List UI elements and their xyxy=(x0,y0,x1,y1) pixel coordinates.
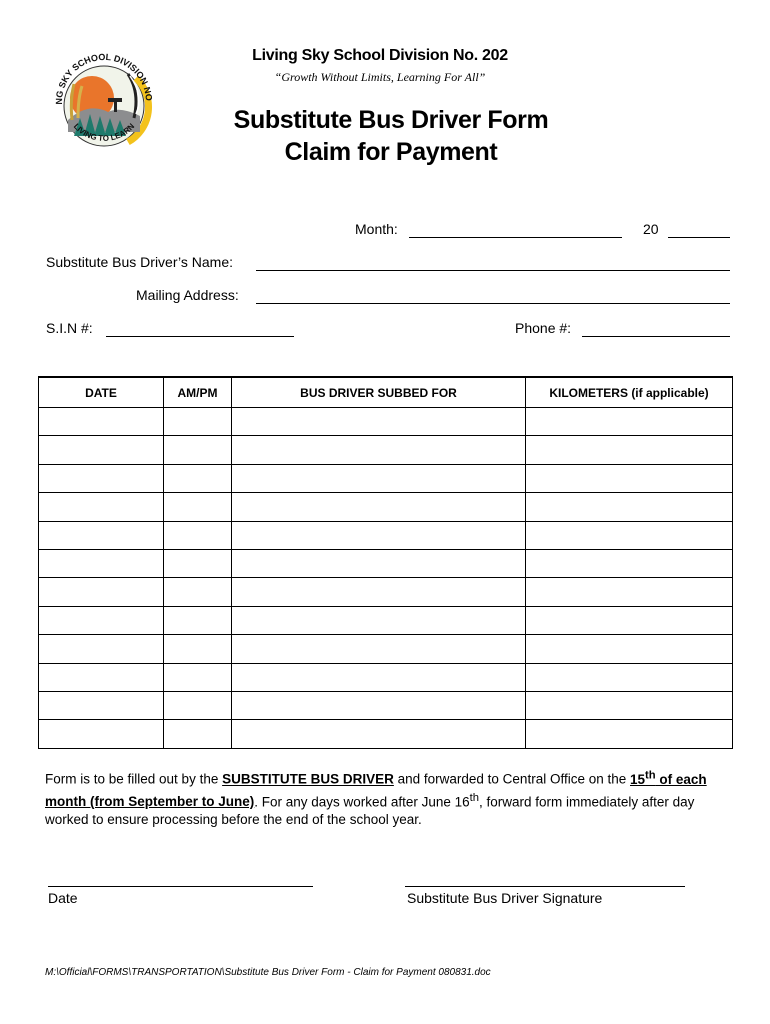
driver-subbed-cell[interactable] xyxy=(232,408,526,436)
driver-subbed-cell[interactable] xyxy=(232,578,526,606)
kilometers-cell[interactable] xyxy=(526,663,733,691)
driver-subbed-cell[interactable] xyxy=(232,635,526,663)
table-row xyxy=(39,578,733,606)
note-emphasis-schedule: of each month (from September to June) xyxy=(45,771,707,809)
year-field[interactable] xyxy=(668,237,730,238)
kilometers-cell[interactable] xyxy=(526,720,733,748)
date-cell[interactable] xyxy=(39,720,164,748)
table-row xyxy=(39,606,733,634)
tagline: “Growth Without Limits, Learning For All” xyxy=(274,70,486,84)
table-row xyxy=(39,635,733,663)
ampm-cell[interactable] xyxy=(164,578,232,606)
note-june-suffix: th xyxy=(469,791,480,804)
table-row xyxy=(39,720,733,748)
sin-field[interactable] xyxy=(106,336,294,337)
table-row xyxy=(39,464,733,492)
ampm-cell[interactable] xyxy=(164,606,232,634)
driver-subbed-cell[interactable] xyxy=(232,550,526,578)
form-subtitle: Claim for Payment xyxy=(284,138,498,166)
phone-field[interactable] xyxy=(582,336,730,337)
kilometers-cell[interactable] xyxy=(526,493,733,521)
note-day-number: 15 xyxy=(630,771,646,787)
ampm-cell[interactable] xyxy=(164,436,232,464)
trip-log-table xyxy=(38,376,733,749)
kilometers-cell[interactable] xyxy=(526,464,733,492)
month-label: Month: xyxy=(355,221,398,237)
date-cell[interactable] xyxy=(39,663,164,691)
logo-text-top: NG SKY SCHOOL DIVISION NO xyxy=(53,51,155,105)
table-header-row xyxy=(39,377,733,408)
ampm-cell[interactable] xyxy=(164,720,232,748)
ampm-cell[interactable] xyxy=(164,550,232,578)
kilometers-cell[interactable] xyxy=(526,606,733,634)
date-cell[interactable] xyxy=(39,635,164,663)
ampm-cell[interactable] xyxy=(164,521,232,549)
date-signature-label: Date xyxy=(48,890,78,906)
note-day-suffix: th xyxy=(645,769,656,781)
driver-name-field[interactable] xyxy=(256,270,730,271)
ampm-cell[interactable] xyxy=(164,663,232,691)
kilometers-cell[interactable] xyxy=(526,408,733,436)
kilometers-cell[interactable] xyxy=(526,578,733,606)
form-title: Substitute Bus Driver Form xyxy=(233,106,549,134)
note-text-4: , forward form immediately after day worked to ensure processing before the end of the school year. xyxy=(45,794,695,827)
table-row xyxy=(39,436,733,464)
date-cell[interactable] xyxy=(39,493,164,521)
ampm-cell[interactable] xyxy=(164,493,232,521)
driver-signature-line[interactable] xyxy=(405,886,685,887)
year-label: 20 xyxy=(643,221,659,237)
table-row xyxy=(39,692,733,720)
column-header-ampm: AM/PM xyxy=(164,377,232,408)
driver-subbed-cell[interactable] xyxy=(232,436,526,464)
logo-text-bottom: LIVING TO LEARN xyxy=(71,121,137,144)
note-text-1: Form is to be filled out by the xyxy=(45,771,223,787)
note-text-3: . For any days worked after June 16 xyxy=(254,794,470,809)
driver-name-label: Substitute Bus Driver’s Name: xyxy=(46,254,233,270)
date-cell[interactable] xyxy=(39,578,164,606)
mailing-address-label: Mailing Address: xyxy=(136,287,239,303)
phone-label: Phone #: xyxy=(515,320,572,336)
ampm-cell[interactable] xyxy=(164,635,232,663)
date-cell[interactable] xyxy=(39,408,164,436)
table-row xyxy=(39,493,733,521)
date-cell[interactable] xyxy=(39,606,164,634)
ampm-cell[interactable] xyxy=(164,464,232,492)
document-path-footer: M:\Official\FORMS\TRANSPORTATION\Substitute Bus Driver Form - Claim for Payment 080831.doc xyxy=(45,967,491,978)
kilometers-cell[interactable] xyxy=(526,635,733,663)
table-row xyxy=(39,408,733,436)
sin-label: S.I.N #: xyxy=(46,320,93,336)
kilometers-cell[interactable] xyxy=(526,436,733,464)
kilometers-cell[interactable] xyxy=(526,550,733,578)
date-cell[interactable] xyxy=(39,464,164,492)
driver-subbed-cell[interactable] xyxy=(232,606,526,634)
kilometers-cell[interactable] xyxy=(526,521,733,549)
kilometers-cell[interactable] xyxy=(526,692,733,720)
driver-subbed-cell[interactable] xyxy=(232,521,526,549)
driver-subbed-cell[interactable] xyxy=(232,464,526,492)
driver-subbed-cell[interactable] xyxy=(232,663,526,691)
column-header-date: DATE xyxy=(39,377,164,408)
date-signature-line[interactable] xyxy=(48,886,313,887)
note-text-2: and forwarded to Central Office on the xyxy=(393,771,630,787)
school-division-logo xyxy=(48,40,158,158)
instructions-note xyxy=(45,766,735,829)
column-header-driver-subbed-for: BUS DRIVER SUBBED FOR xyxy=(232,377,526,408)
driver-subbed-cell[interactable] xyxy=(232,692,526,720)
date-cell[interactable] xyxy=(39,692,164,720)
table-row xyxy=(39,550,733,578)
date-cell[interactable] xyxy=(39,521,164,549)
ampm-cell[interactable] xyxy=(164,408,232,436)
driver-signature-label: Substitute Bus Driver Signature xyxy=(407,890,603,906)
driver-subbed-cell[interactable] xyxy=(232,493,526,521)
org-name: Living Sky School Division No. 202 xyxy=(252,47,508,64)
month-field[interactable] xyxy=(409,237,622,238)
date-cell[interactable] xyxy=(39,550,164,578)
date-cell[interactable] xyxy=(39,436,164,464)
note-emphasis-driver: SUBSTITUTE BUS DRIVER xyxy=(222,771,394,787)
table-row xyxy=(39,521,733,549)
driver-subbed-cell[interactable] xyxy=(232,720,526,748)
table-row xyxy=(39,663,733,691)
ampm-cell[interactable] xyxy=(164,692,232,720)
column-header-kilometers: KILOMETERS (if applicable) xyxy=(526,377,733,408)
mailing-address-field[interactable] xyxy=(256,303,730,304)
